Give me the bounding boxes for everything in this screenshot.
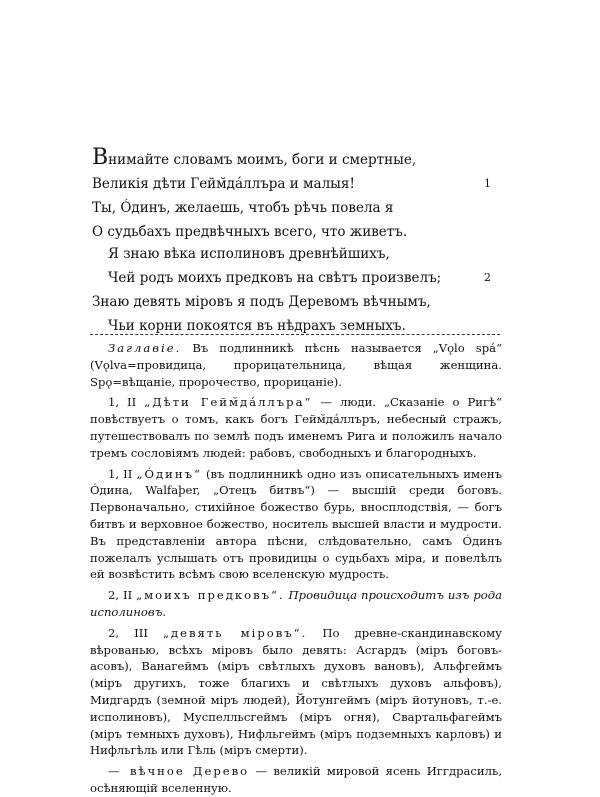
drop-initial: В [92, 145, 109, 170]
note-ref: 1, II [108, 395, 145, 410]
verse-text: Чей родъ моихъ предковъ на свѣтъ произвелъ; [108, 270, 442, 286]
poem-stanza-1 [92, 145, 512, 244]
note-ref: 2, II [108, 588, 137, 603]
note-heading: „моихъ предковъ“. [136, 588, 285, 603]
note-odin [90, 466, 502, 584]
note-eternal-tree [90, 763, 502, 797]
verse-line [92, 196, 512, 220]
notes-divider [90, 334, 500, 335]
verse-line [92, 290, 512, 314]
note-heading: „девять мiровъ“. [162, 625, 308, 640]
note-heading: „Óдинъ“ [136, 466, 202, 481]
verse-line [92, 220, 512, 244]
note-ref: 2, III [108, 625, 163, 640]
verse-line [92, 242, 512, 266]
verse-text: нимайте словамъ моимъ, боги и смертные, [108, 152, 417, 168]
verse-text: Чьи корни покоятся въ нѣдрахъ земныхъ. [108, 318, 406, 334]
note-text: Въ подлинникѣ пѣснь называется „Vǫlo spá“ (Vǫlva=провидица, прорицательница, вѣщая женщина. Spǫ=вѣщанiе, пророчество, прорицанiе). [90, 341, 502, 389]
verse-text: О судьбахъ предвѣчныхъ всего, что живетъ. [92, 224, 408, 240]
verse-line [92, 145, 512, 172]
note-heading: Заглавiе. [108, 341, 182, 355]
note-title [90, 340, 502, 390]
note-text: — великiй мировой ясень Иггдрасиль, осѣняющiй вселенную. [90, 764, 503, 795]
poem-stanza-2 [92, 242, 512, 338]
verse-line [92, 266, 512, 290]
note-text: По древне-скандинавскому вѣрованью, всѣхъ мiровъ было девять: Асгардъ (мiръ боговъ-асовъ), Ванагеймъ (мiръ свѣтлыхъ духовъ вановъ), Альфгеймъ (мiръ другихъ, тоже благихъ и свѣтлыхъ духовъ альфовъ), Мидгардъ (земной мiръ людей), Йотунгеймъ (мiръ йотуновъ, т.-е. исполиновъ), Муспелльсгеймъ (мiръ огня), Свартальфагеймъ (мiръ темныхъ духовъ), Нифльгеймъ (мiръ подземныхъ карловъ) и Нифльгѣль или Гѣль (мiръ смерти). [90, 625, 502, 758]
note-heading: „Дѣти Гейм̆дáллъра“ [144, 395, 313, 410]
verse-text: Великiя дѣти Гейм̆дáллъра и малыя! [92, 176, 355, 192]
stanza-number: 2 [484, 271, 491, 284]
verse-line [92, 172, 512, 196]
note-children-of-heimdall [90, 394, 502, 461]
verse-text: Знаю девять мiровъ я подъ Деревомъ вѣчнымъ, [92, 294, 431, 310]
commentary-notes [90, 340, 502, 797]
note-text: — люди. „Сказанiе о Ригѣ“ повѣствуетъ о томъ, какъ богъ Гейм̆дáллъръ, небесный стражъ, путешествовалъ по землѣ подъ именемъ Рига и положилъ начало тремъ сословiямъ людей: рабовъ, свободныхъ и благородныхъ. [90, 395, 503, 460]
note-text: Провидица происходитъ изъ рода исполиновъ. [90, 588, 502, 619]
note-ref: 1, II [108, 466, 137, 481]
note-text: (въ подлинникѣ одно изъ описательныхъ именъ Óдина, Walfaþer, „Отецъ битвъ“) — высшiй среди боговъ. Первоначально, стихiйное божество бурь, вносплодствiя, — богъ битвъ и верховное божество, носитель высшей власти и мудрости. Въ представленiи автора пѣсни, слѣдовательно, самъ Óдинъ пожелалъ услышать отъ провидицы о судьбахъ мiра, и повелѣлъ ей возвѣстить всѣмъ свою вселенскую мудрость. [90, 466, 503, 582]
note-heading: — вѣчное Дерево [108, 764, 250, 779]
verse-text: Ты, Óдинъ, желаешь, чтобъ рѣчь повела я [92, 200, 394, 216]
stanza-number: 1 [484, 177, 491, 190]
note-nine-worlds [90, 625, 502, 759]
note-ancestors [90, 587, 502, 621]
verse-text: Я знаю вѣка исполиновъ древнѣйшихъ, [108, 246, 390, 262]
